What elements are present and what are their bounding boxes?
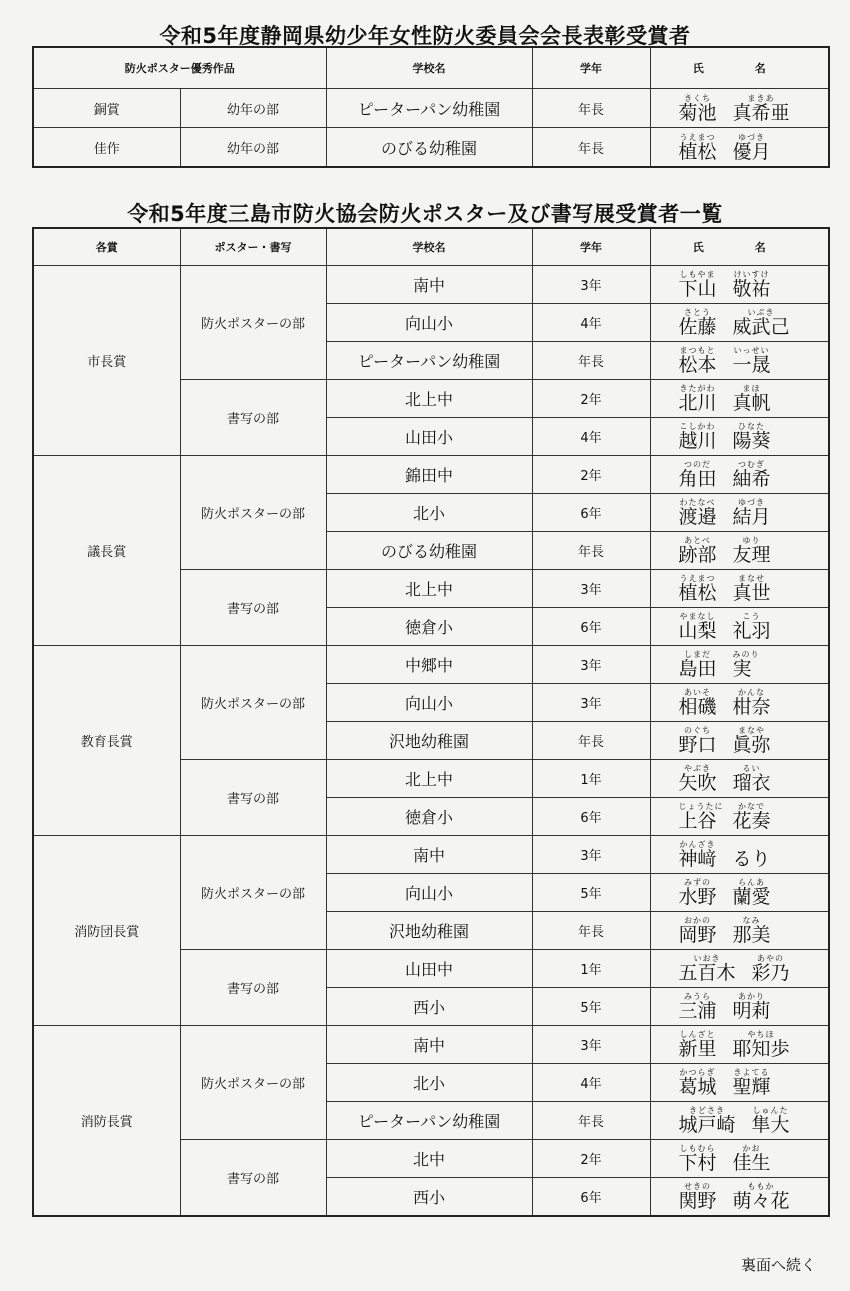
school-cell: 西小 <box>326 988 532 1026</box>
given-name-text: 花奏 <box>732 810 771 832</box>
given-name-text: 紬希 <box>732 468 771 490</box>
surname <box>679 270 717 299</box>
given-name <box>733 536 771 565</box>
surname-ruby: みうら <box>684 992 711 1001</box>
given-name-ruby: まきあ <box>747 93 775 103</box>
surname <box>679 94 717 123</box>
surname <box>679 992 717 1021</box>
surname <box>679 1030 717 1059</box>
surname <box>679 878 717 907</box>
surname-ruby: うえまつ <box>679 574 716 583</box>
given-name <box>733 840 771 869</box>
name-cell <box>650 266 829 304</box>
given-name-text: 真帆 <box>732 392 771 414</box>
table-row <box>33 836 829 874</box>
grade-cell: 年長 <box>532 912 650 950</box>
surname-ruby: さとう <box>684 308 711 317</box>
school-cell: 中郷中 <box>326 646 532 684</box>
surname <box>679 954 736 983</box>
school-cell: 北小 <box>326 1064 532 1102</box>
given-name-ruby: るい <box>742 764 761 773</box>
school-cell: 南中 <box>326 836 532 874</box>
surname-text: 北川 <box>678 392 717 414</box>
given-name <box>733 1182 790 1211</box>
school-cell: 北上中 <box>326 760 532 798</box>
given-name-text: 彩乃 <box>751 962 790 984</box>
given-name <box>733 422 771 451</box>
division-cell: 幼年の部 <box>180 128 326 168</box>
given-name-ruby: いっせい <box>733 346 770 355</box>
name-cell <box>650 608 829 646</box>
name-cell <box>650 1064 829 1102</box>
given-name-text: 隼大 <box>751 1114 790 1136</box>
surname-text: 上谷 <box>678 810 717 832</box>
table-row <box>33 646 829 684</box>
surname-ruby: きくち <box>684 93 711 103</box>
surname <box>679 1144 717 1173</box>
surname-text: 菊池 <box>678 101 717 124</box>
given-name-ruby: あやの <box>757 954 785 963</box>
header-name: 氏 名 <box>650 228 829 266</box>
surname-text: 植松 <box>678 140 717 163</box>
continued-note: 裏面へ続く <box>740 1256 816 1274</box>
grade-cell: 1年 <box>532 950 650 988</box>
given-name <box>733 574 771 603</box>
given-name-ruby: ゆづき <box>738 132 766 142</box>
given-name <box>733 308 790 337</box>
name-cell <box>650 912 829 950</box>
table-row <box>33 1026 829 1064</box>
grade-cell: 年長 <box>532 532 650 570</box>
surname <box>679 688 717 717</box>
surname-text: 岡野 <box>678 924 717 946</box>
given-name <box>733 1144 771 1173</box>
surname <box>679 346 717 375</box>
school-cell: 北中 <box>326 1140 532 1178</box>
given-name-ruby: こう <box>742 612 761 621</box>
given-name-ruby: ゆり <box>742 536 761 545</box>
given-name <box>733 726 771 755</box>
given-name <box>733 270 771 299</box>
surname-text: 新里 <box>678 1038 717 1060</box>
given-name-ruby: しゅんた <box>752 1106 789 1115</box>
grade-cell: 3年 <box>532 266 650 304</box>
given-name <box>733 384 771 413</box>
given-name-ruby: らんあ <box>738 878 766 887</box>
surname-ruby: わたなべ <box>679 498 716 507</box>
grade-cell: 2年 <box>532 1140 650 1178</box>
given-name-text: るり <box>732 848 771 870</box>
school-cell: 向山小 <box>326 684 532 722</box>
school-cell: 山田小 <box>326 418 532 456</box>
surname-ruby: いおき <box>693 954 721 963</box>
school-cell: 向山小 <box>326 304 532 342</box>
surname-ruby: じょうたに <box>678 802 724 811</box>
given-name <box>733 802 771 831</box>
surname-text: 水野 <box>678 886 717 908</box>
category-cell: 書写の部 <box>180 950 326 1026</box>
school-cell: 南中 <box>326 1026 532 1064</box>
name-cell <box>650 342 829 380</box>
grade-cell: 5年 <box>532 874 650 912</box>
name-cell <box>650 1140 829 1178</box>
surname <box>679 764 717 793</box>
grade-cell: 6年 <box>532 798 650 836</box>
given-name <box>733 992 771 1021</box>
name-cell <box>650 684 829 722</box>
school-cell: 徳倉小 <box>326 798 532 836</box>
grade-cell: 2年 <box>532 380 650 418</box>
school-cell: のびる幼稚園 <box>326 128 532 168</box>
header-award: 各賞 <box>33 228 180 266</box>
award-cell: 市長賞 <box>33 266 180 456</box>
surname <box>679 133 717 162</box>
given-name-text: 柑奈 <box>732 696 771 718</box>
surname-ruby: つのだ <box>684 460 711 469</box>
given-name-ruby: あかり <box>738 992 766 1001</box>
surname <box>679 1182 717 1211</box>
given-name-text: 真世 <box>732 582 771 604</box>
name-cell <box>650 836 829 874</box>
given-name <box>733 133 771 162</box>
given-name <box>733 878 771 907</box>
name-cell <box>650 494 829 532</box>
grade-cell: 3年 <box>532 1026 650 1064</box>
grade-cell: 5年 <box>532 988 650 1026</box>
grade-cell: 4年 <box>532 1064 650 1102</box>
surname <box>679 498 717 527</box>
grade-cell: 6年 <box>532 1178 650 1217</box>
surname-text: 渡邉 <box>678 506 717 528</box>
category-cell: 防火ポスターの部 <box>180 836 326 950</box>
section-title: 令和5年度三島市防火協会防火ポスター及び書写展受賞者一覧 <box>127 202 723 226</box>
surname-text: 関野 <box>678 1190 717 1212</box>
school-cell: 山田中 <box>326 950 532 988</box>
name-cell <box>650 418 829 456</box>
surname <box>679 536 717 565</box>
award-cell: 教育長賞 <box>33 646 180 836</box>
name-cell <box>650 950 829 988</box>
school-cell: 沢地幼稚園 <box>326 722 532 760</box>
name-cell <box>650 1178 829 1217</box>
surname-ruby: あいそ <box>684 688 711 697</box>
surname <box>679 422 717 451</box>
given-name <box>733 688 771 717</box>
name-cell <box>650 1102 829 1140</box>
grade-cell: 年長 <box>532 128 650 168</box>
given-name <box>733 498 771 527</box>
given-name <box>752 954 790 983</box>
surname-ruby: おかの <box>684 916 711 925</box>
given-name-ruby: けいすけ <box>733 270 770 279</box>
given-name-ruby: かんな <box>738 688 766 697</box>
school-cell: 錦田中 <box>326 456 532 494</box>
division-cell: 幼年の部 <box>180 89 326 128</box>
grade-cell: 2年 <box>532 456 650 494</box>
surname <box>679 916 717 945</box>
surname-text: 山梨 <box>678 620 717 642</box>
table-header-row <box>33 47 829 89</box>
given-name-ruby: なみ <box>742 916 761 925</box>
surname-ruby: しんざと <box>679 1030 716 1039</box>
given-name-text: 真希亜 <box>732 101 790 124</box>
grade-cell: 6年 <box>532 494 650 532</box>
surname <box>679 384 717 413</box>
given-name-ruby: ひなた <box>738 422 766 431</box>
school-cell: 北上中 <box>326 380 532 418</box>
given-name <box>732 650 760 680</box>
given-name-text: 那美 <box>732 924 771 946</box>
name-cell <box>650 380 829 418</box>
category-cell: 防火ポスターの部 <box>180 266 326 380</box>
header-category: ポスター・書写 <box>180 228 326 266</box>
surname-ruby: かんざき <box>679 840 716 849</box>
given-name-text: 聖輝 <box>732 1076 771 1098</box>
award-cell: 消防長賞 <box>33 1026 180 1217</box>
given-name <box>752 1106 790 1135</box>
surname <box>679 612 717 641</box>
surname <box>679 650 717 679</box>
given-name-text: 実 <box>732 658 752 680</box>
table-header-row <box>33 228 829 266</box>
surname-text: 神﨑 <box>678 848 717 870</box>
surname-ruby: かつらぎ <box>679 1068 716 1077</box>
surname <box>679 1068 717 1097</box>
school-cell: 徳倉小 <box>326 608 532 646</box>
given-name <box>733 612 771 641</box>
award-cell: 銅賞 <box>33 89 180 128</box>
surname <box>679 840 717 869</box>
school-cell: 向山小 <box>326 874 532 912</box>
school-cell: ピーターパン幼稚園 <box>326 342 532 380</box>
surname-text: 跡部 <box>678 544 717 566</box>
given-name <box>733 94 790 123</box>
surname-ruby: みずの <box>684 878 711 887</box>
category-cell: 防火ポスターの部 <box>180 456 326 570</box>
header-school: 学校名 <box>326 228 532 266</box>
given-name-text: 佳生 <box>732 1152 771 1174</box>
surname-text: 松本 <box>678 354 717 376</box>
surname-text: 島田 <box>678 658 717 680</box>
grade-cell: 6年 <box>532 608 650 646</box>
category-cell: 書写の部 <box>180 570 326 646</box>
given-name-ruby: いぶき <box>747 308 775 317</box>
city-award-table <box>32 227 830 1217</box>
given-name-text: 瑠衣 <box>732 772 771 794</box>
category-cell: 防火ポスターの部 <box>180 646 326 760</box>
grade-cell: 年長 <box>532 722 650 760</box>
given-name-ruby: かなで <box>738 802 766 811</box>
surname-ruby: やぶき <box>684 764 711 773</box>
name-cell <box>650 304 829 342</box>
surname <box>678 802 724 832</box>
grade-cell: 4年 <box>532 418 650 456</box>
given-name-text: 一晟 <box>732 354 771 376</box>
surname-ruby: しまだ <box>684 650 711 659</box>
table-row <box>33 456 829 494</box>
surname-ruby: のぐち <box>684 726 711 735</box>
table-row <box>33 266 829 304</box>
surname-text: 佐藤 <box>678 316 717 338</box>
award-cell: 消防団長賞 <box>33 836 180 1026</box>
school-cell: 西小 <box>326 1178 532 1217</box>
given-name-ruby: ゆづき <box>738 498 766 507</box>
given-name <box>733 460 771 489</box>
surname-text: 相磯 <box>678 696 717 718</box>
given-name-text: 威武己 <box>732 316 790 338</box>
surname <box>679 308 717 337</box>
name-cell <box>650 1026 829 1064</box>
given-name <box>733 1030 790 1059</box>
name-cell <box>650 988 829 1026</box>
given-name <box>733 346 771 375</box>
category-cell: 書写の部 <box>180 1140 326 1217</box>
surname-text: 城戸崎 <box>678 1114 736 1136</box>
award-cell: 議長賞 <box>33 456 180 646</box>
given-name-text: 敬祐 <box>732 278 771 300</box>
given-name-text: 萌々花 <box>732 1190 790 1212</box>
grade-cell: 3年 <box>532 684 650 722</box>
given-name-text: 礼羽 <box>732 620 771 642</box>
surname-ruby: こしかわ <box>679 422 716 431</box>
given-name-text: 陽葵 <box>732 430 771 452</box>
header-grade: 学年 <box>532 47 650 89</box>
surname-text: 下山 <box>678 278 717 300</box>
school-cell: ピーターパン幼稚園 <box>326 89 532 128</box>
table-row <box>33 128 829 168</box>
given-name-ruby: まなや <box>738 726 766 735</box>
given-name-text: 結月 <box>732 506 771 528</box>
grade-cell: 3年 <box>532 646 650 684</box>
category-cell: 書写の部 <box>180 380 326 456</box>
surname-text: 野口 <box>678 734 717 756</box>
grade-cell: 年長 <box>532 89 650 128</box>
grade-cell: 年長 <box>532 1102 650 1140</box>
school-cell: 沢地幼稚園 <box>326 912 532 950</box>
name-cell <box>650 532 829 570</box>
surname-ruby: せきの <box>684 1182 711 1191</box>
school-cell: のびる幼稚園 <box>326 532 532 570</box>
award-cell: 佳作 <box>33 128 180 168</box>
header-grade: 学年 <box>532 228 650 266</box>
surname <box>679 1106 736 1135</box>
given-name-ruby: やちほ <box>747 1030 775 1039</box>
school-cell: ピーターパン幼稚園 <box>326 1102 532 1140</box>
given-name-text: 蘭愛 <box>732 886 771 908</box>
header-school: 学校名 <box>326 47 532 89</box>
name-cell <box>650 128 829 168</box>
header-name: 氏 名 <box>650 47 829 89</box>
surname-text: 角田 <box>678 468 717 490</box>
grade-cell: 3年 <box>532 836 650 874</box>
given-name-text: 明莉 <box>732 1000 771 1022</box>
school-cell: 北上中 <box>326 570 532 608</box>
given-name <box>733 764 771 793</box>
given-name-ruby: きよてる <box>733 1068 770 1077</box>
given-name-text: 眞弥 <box>732 734 771 756</box>
given-name-text: 優月 <box>732 140 771 163</box>
surname-text: 五百木 <box>678 962 736 984</box>
given-name <box>733 1068 771 1097</box>
surname-ruby: まつもと <box>679 346 716 355</box>
name-cell <box>650 89 829 128</box>
grade-cell: 1年 <box>532 760 650 798</box>
surname-ruby: しもむら <box>679 1144 716 1153</box>
name-cell <box>650 874 829 912</box>
surname-text: 矢吹 <box>678 772 717 794</box>
given-name <box>733 916 771 945</box>
surname <box>679 726 717 755</box>
grade-cell: 3年 <box>532 570 650 608</box>
table-row <box>33 89 829 128</box>
surname-text: 葛城 <box>678 1076 717 1098</box>
school-cell: 南中 <box>326 266 532 304</box>
given-name-ruby: まなせ <box>738 574 766 583</box>
given-name-ruby: まほ <box>742 384 761 393</box>
surname-text: 越川 <box>678 430 717 452</box>
given-name-text: 耶知歩 <box>732 1038 790 1060</box>
given-name-ruby: ももか <box>747 1182 775 1191</box>
category-cell: 書写の部 <box>180 760 326 836</box>
given-name-text: 友理 <box>732 544 771 566</box>
page-title: 令和5年度静岡県幼少年女性防火委員会会長表彰受賞者 <box>159 24 691 48</box>
given-name-ruby: つむぎ <box>738 460 766 469</box>
name-cell <box>650 798 829 836</box>
name-cell <box>650 760 829 798</box>
surname <box>679 574 717 603</box>
surname-ruby: きどさき <box>689 1106 725 1115</box>
prefecture-award-table <box>32 46 830 168</box>
name-cell <box>650 646 829 684</box>
surname-ruby: あとべ <box>684 536 711 545</box>
surname-ruby: うえまつ <box>679 132 716 142</box>
header-work: 防火ポスター優秀作品 <box>33 47 326 89</box>
surname-ruby: やまなし <box>679 612 716 621</box>
grade-cell: 4年 <box>532 304 650 342</box>
name-cell <box>650 456 829 494</box>
given-name-ruby: かお <box>742 1144 761 1153</box>
surname-text: 植松 <box>678 582 717 604</box>
surname-text: 三浦 <box>678 1000 717 1022</box>
category-cell: 防火ポスターの部 <box>180 1026 326 1140</box>
name-cell <box>650 570 829 608</box>
surname-ruby: きたがわ <box>679 384 716 393</box>
given-name-ruby: みのり <box>732 650 760 659</box>
surname-ruby: しもやま <box>679 270 716 279</box>
name-cell <box>650 722 829 760</box>
grade-cell: 年長 <box>532 342 650 380</box>
surname <box>679 460 717 489</box>
school-cell: 北小 <box>326 494 532 532</box>
surname-text: 下村 <box>678 1152 717 1174</box>
